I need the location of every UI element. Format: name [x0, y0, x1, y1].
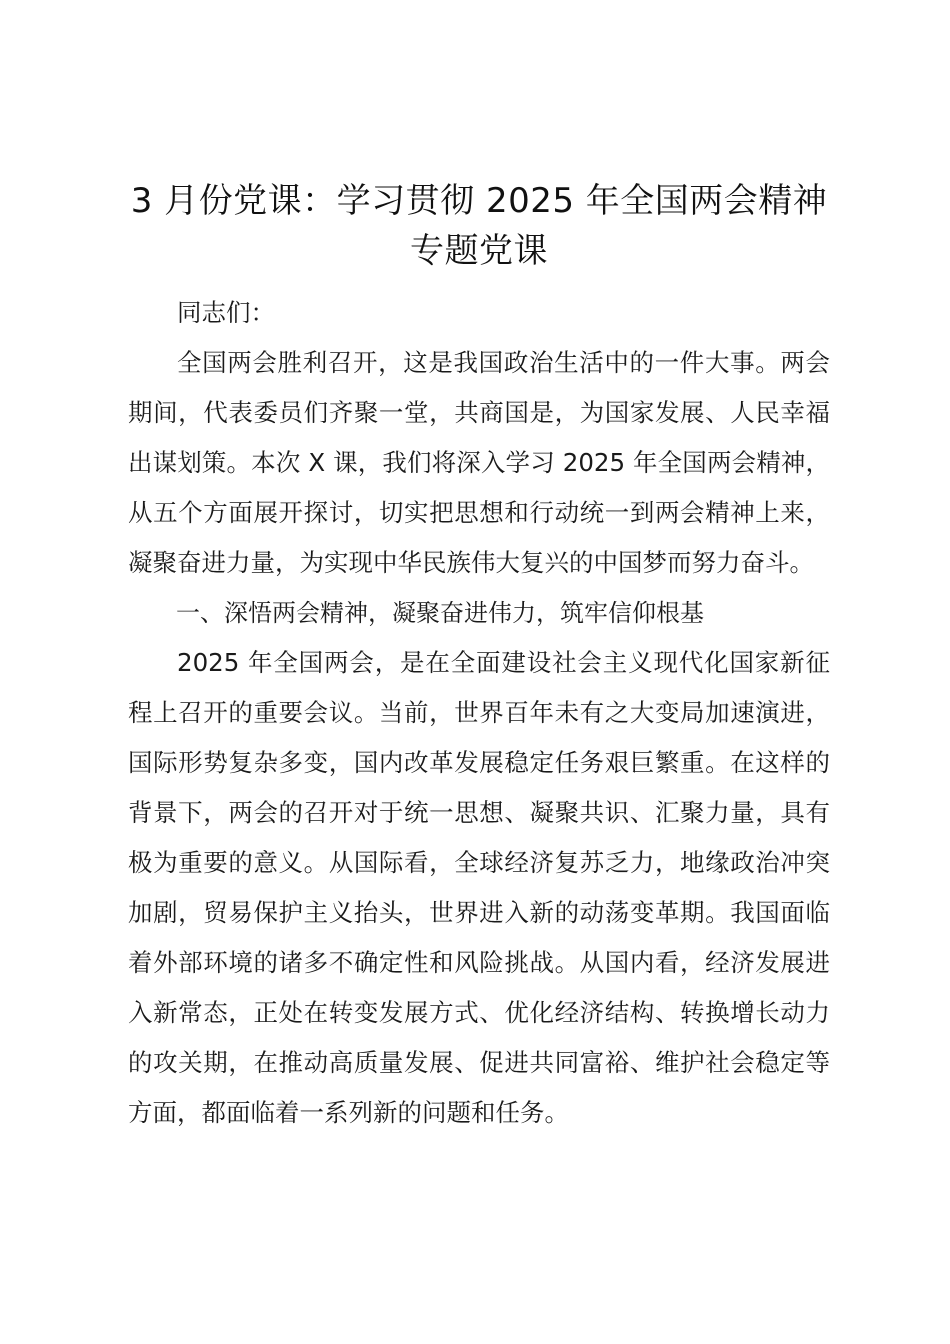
document-title [128, 176, 830, 276]
title-line-1: 3 月份党课：学习贯彻 2025 年全国两会精神 [130, 181, 828, 221]
salutation: 同志们： [177, 298, 275, 327]
intro-paragraph: 全国两会胜利召开，这是我国政治生活中的一件大事。两会期间，代表委员们齐聚一堂，共商国是，为国家发展、人民幸福出谋划策。本次 X 课，我们将深入学习 2025 年全国两会精神，从五个方面展开探讨，切实把思想和行动统一到两会精神上来，凝聚奋进力量，为实现中华民族伟大复兴的中国梦而努力奋斗。 [128, 348, 830, 577]
document-body [128, 288, 830, 1138]
section-1-paragraph: 2025 年全国两会，是在全面建设社会主义现代化国家新征程上召开的重要会议。当前，世界百年未有之大变局加速演进，国际形势复杂多变，国内改革发展稳定任务艰巨繁重。在这样的背景下，两会的召开对于统一思想、凝聚共识、汇聚力量，具有极为重要的意义。从国际看，全球经济复苏乏力，地缘政治冲突加剧，贸易保护主义抬头，世界进入新的动荡变革期。我国面临着外部环境的诸多不确定性和风险挑战。从国内看，经济发展进入新常态，正处在转变发展方式、优化经济结构、转换增长动力的攻关期，在推动高质量发展、促进共同富裕、维护社会稳定等方面，都面临着一系列新的问题和任务。 [128, 648, 830, 1127]
title-line-2: 专题党课 [410, 231, 548, 271]
section-1-heading: 一、深悟两会精神，凝聚奋进伟力，筑牢信仰根基 [176, 599, 704, 627]
